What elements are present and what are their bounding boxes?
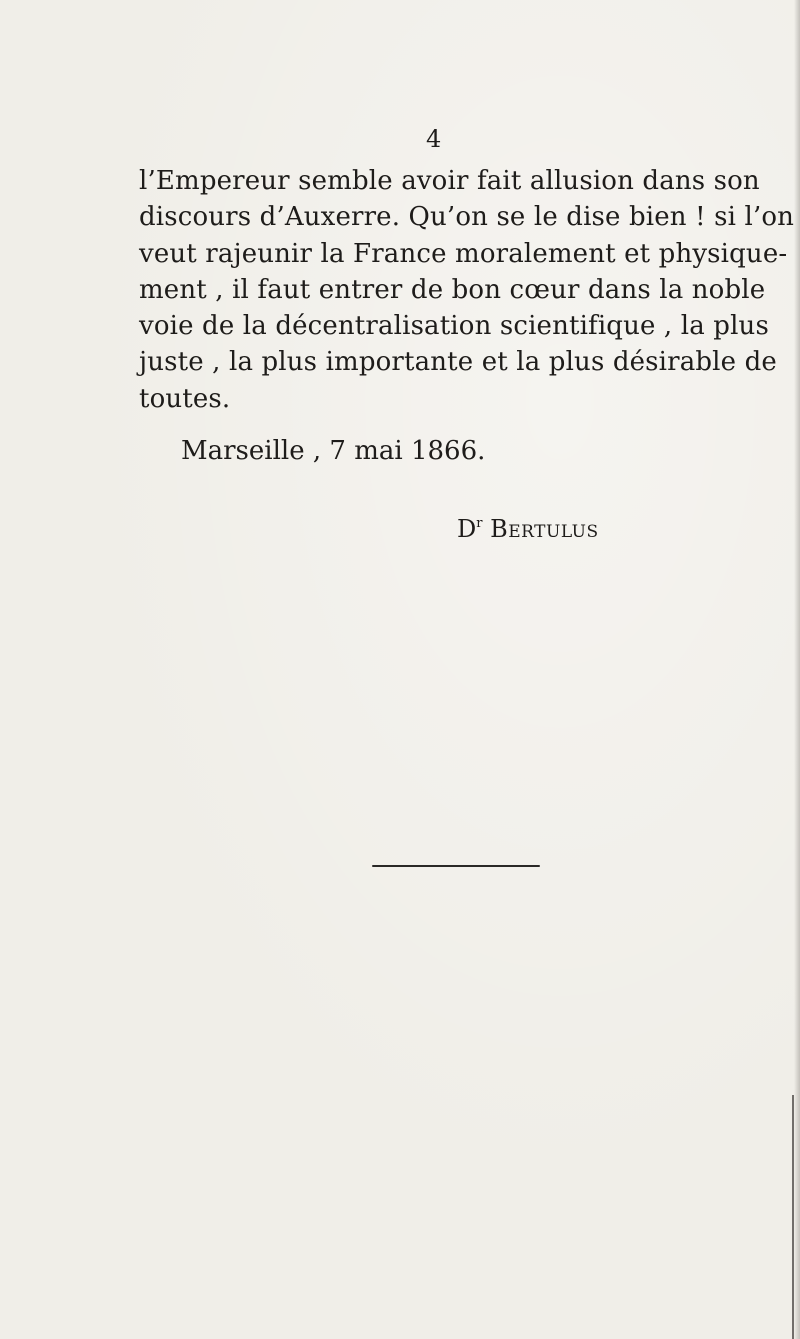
text-line: ment , il faut entrer de bon cœur dans la noble — [139, 274, 766, 305]
signature-name: Bertulus — [490, 515, 599, 543]
text-line: juste , la plus importante et la plus désirable de — [139, 347, 777, 378]
body-paragraph — [139, 163, 795, 417]
text-line: voie de la décentralisation scientifique , la plus — [139, 311, 769, 342]
text-line: l’Empereur semble avoir fait allusion dans son — [139, 166, 760, 196]
page-number: 4 — [426, 125, 442, 153]
signature-title: D — [457, 515, 477, 543]
page-edge-line — [792, 1095, 794, 1339]
text-line: veut rajeunir la France moralement et physique- — [139, 238, 788, 269]
dateline: Marseille , 7 mai 1866. — [181, 436, 486, 466]
signature-title-suffix: r — [476, 516, 483, 531]
page-edge-shadow — [794, 0, 800, 1339]
text-line: toutes. — [139, 383, 231, 414]
signature — [457, 506, 599, 547]
closing-rule-divider — [372, 865, 540, 867]
text-line: discours d’Auxerre. Qu’on se le dise bien ! si l’on — [139, 202, 795, 233]
